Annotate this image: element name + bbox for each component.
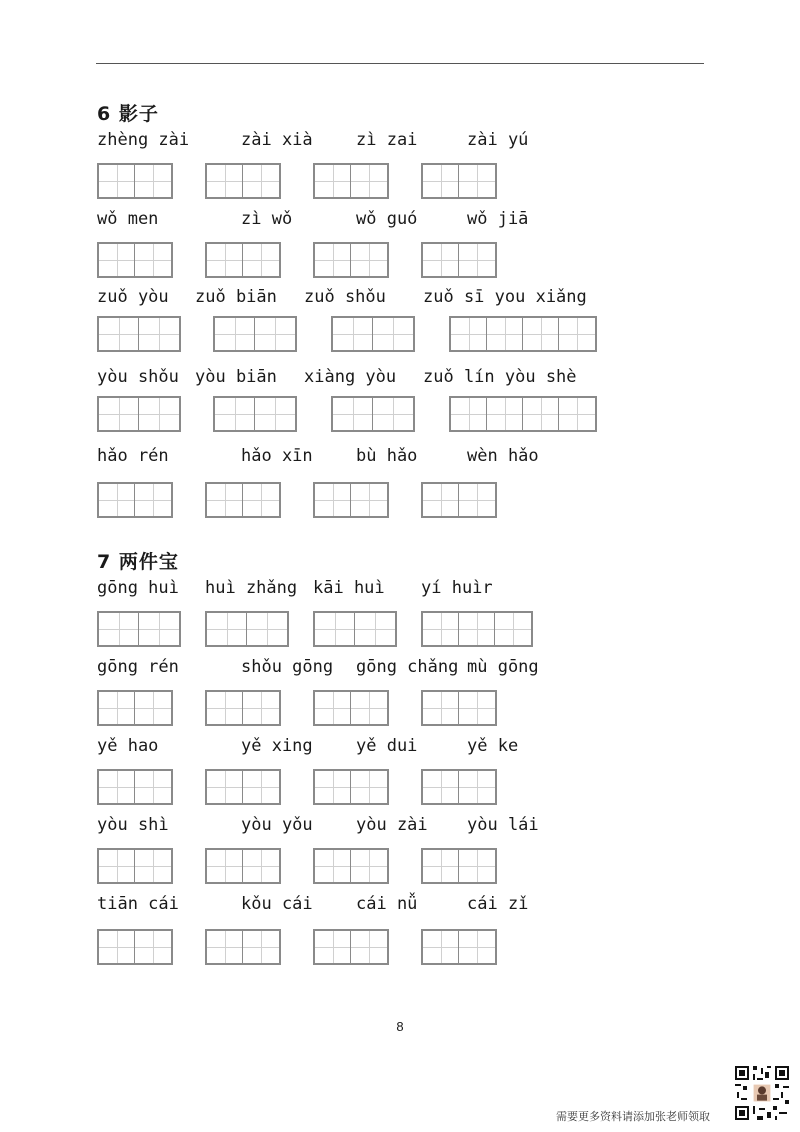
tian-zi-ge-cell[interactable] — [207, 484, 243, 516]
tian-zi-ge-cell[interactable] — [351, 771, 387, 803]
pinyin-label: cái zǐ — [467, 894, 529, 914]
tian-zi-ge-cell[interactable] — [423, 771, 459, 803]
pinyin-label: hǎo rén — [97, 446, 169, 466]
writing-grid[interactable] — [313, 163, 389, 199]
tian-zi-ge-cell[interactable] — [423, 165, 459, 197]
pinyin-label: gōng rén — [97, 657, 179, 677]
writing-grid[interactable] — [205, 929, 281, 965]
tian-zi-ge-cell[interactable] — [243, 244, 279, 276]
tian-zi-ge-cell[interactable] — [351, 244, 387, 276]
tian-zi-ge-cell[interactable] — [423, 850, 459, 882]
pinyin-label: tiān cái — [97, 894, 179, 914]
pinyin-label: gōng huì — [97, 578, 179, 598]
tian-zi-ge-cell[interactable] — [207, 771, 243, 803]
writing-grid[interactable] — [421, 929, 497, 965]
pinyin-label: yòu lái — [467, 815, 539, 835]
tian-zi-ge-cell[interactable] — [423, 692, 459, 724]
tian-zi-ge-cell[interactable] — [207, 244, 243, 276]
tian-zi-ge-cell[interactable] — [315, 613, 355, 645]
tian-zi-ge-cell[interactable] — [459, 931, 495, 963]
writing-grid[interactable] — [97, 482, 173, 518]
writing-grid[interactable] — [205, 769, 281, 805]
tian-zi-ge-cell[interactable] — [351, 484, 387, 516]
tian-zi-ge-cell[interactable] — [135, 850, 171, 882]
writing-grid[interactable] — [97, 316, 181, 352]
tian-zi-ge-cell[interactable] — [99, 771, 135, 803]
tian-zi-ge-cell[interactable] — [351, 931, 387, 963]
tian-zi-ge-cell[interactable] — [207, 613, 247, 645]
pinyin-label: yòu yǒu — [241, 815, 313, 835]
tian-zi-ge-cell[interactable] — [99, 165, 135, 197]
tian-zi-ge-cell[interactable] — [487, 318, 523, 350]
tian-zi-ge-cell[interactable] — [423, 931, 459, 963]
tian-zi-ge-cell[interactable] — [451, 398, 487, 430]
writing-grid[interactable] — [97, 929, 173, 965]
pinyin-label: zài yú — [467, 130, 529, 150]
writing-grid[interactable] — [421, 769, 497, 805]
tian-zi-ge-cell[interactable] — [523, 398, 559, 430]
tian-zi-ge-cell[interactable] — [243, 165, 279, 197]
tian-zi-ge-cell[interactable] — [255, 318, 295, 350]
writing-grid[interactable] — [421, 611, 533, 647]
pinyin-label: zuǒ yòu — [97, 287, 169, 307]
tian-zi-ge-cell[interactable] — [355, 613, 395, 645]
tian-zi-ge-cell[interactable] — [243, 771, 279, 803]
tian-zi-ge-cell[interactable] — [373, 398, 413, 430]
pinyin-label: xiàng yòu — [304, 367, 397, 387]
pinyin-label: yòu biān — [195, 367, 277, 387]
tian-zi-ge-cell[interactable] — [487, 398, 523, 430]
tian-zi-ge-cell[interactable] — [135, 484, 171, 516]
pinyin-label: kǒu cái — [241, 894, 313, 914]
tian-zi-ge-cell[interactable] — [315, 244, 351, 276]
writing-grid[interactable] — [205, 163, 281, 199]
tian-zi-ge-cell[interactable] — [373, 318, 413, 350]
tian-zi-ge-cell[interactable] — [99, 484, 135, 516]
tian-zi-ge-cell[interactable] — [243, 850, 279, 882]
writing-grid[interactable] — [97, 848, 173, 884]
pinyin-label: zuǒ sī you xiǎng — [423, 287, 587, 307]
writing-grid[interactable] — [421, 690, 497, 726]
tian-zi-ge-cell[interactable] — [139, 613, 179, 645]
tian-zi-ge-cell[interactable] — [207, 165, 243, 197]
writing-grid[interactable] — [205, 611, 289, 647]
tian-zi-ge-cell[interactable] — [315, 692, 351, 724]
pinyin-label: wèn hǎo — [467, 446, 539, 466]
tian-zi-ge-cell[interactable] — [99, 318, 139, 350]
writing-grid[interactable] — [331, 396, 415, 432]
writing-grid[interactable] — [313, 242, 389, 278]
section-title: 6 影子 — [97, 103, 159, 125]
writing-grid[interactable] — [97, 242, 173, 278]
pinyin-label: zhèng zài — [97, 130, 190, 150]
writing-grid[interactable] — [313, 482, 389, 518]
tian-zi-ge-cell[interactable] — [99, 850, 135, 882]
pinyin-label: yě dui — [356, 736, 418, 756]
pinyin-label: yě hao — [97, 736, 159, 756]
writing-grid[interactable] — [421, 848, 497, 884]
tian-zi-ge-cell[interactable] — [99, 398, 139, 430]
tian-zi-ge-cell[interactable] — [351, 692, 387, 724]
tian-zi-ge-cell[interactable] — [315, 771, 351, 803]
pinyin-label: huì zhǎng — [205, 578, 298, 598]
tian-zi-ge-cell[interactable] — [423, 613, 459, 645]
writing-grid[interactable] — [449, 396, 597, 432]
tian-zi-ge-cell[interactable] — [135, 692, 171, 724]
pinyin-label: yòu zài — [356, 815, 428, 835]
pinyin-label: wǒ jiā — [467, 209, 529, 229]
tian-zi-ge-cell[interactable] — [423, 244, 459, 276]
pinyin-label: mù gōng — [467, 657, 539, 677]
writing-grid[interactable] — [421, 482, 497, 518]
writing-grid[interactable] — [313, 611, 397, 647]
pinyin-label: yě xing — [241, 736, 313, 756]
tian-zi-ge-cell[interactable] — [559, 318, 595, 350]
tian-zi-ge-cell[interactable] — [135, 931, 171, 963]
tian-zi-ge-cell[interactable] — [215, 318, 255, 350]
tian-zi-ge-cell[interactable] — [459, 244, 495, 276]
tian-zi-ge-cell[interactable] — [99, 244, 135, 276]
writing-grid[interactable] — [97, 769, 173, 805]
writing-grid[interactable] — [421, 163, 497, 199]
writing-grid[interactable] — [449, 316, 597, 352]
pinyin-label: yí huìr — [421, 578, 493, 598]
tian-zi-ge-cell[interactable] — [243, 692, 279, 724]
tian-zi-ge-cell[interactable] — [207, 850, 243, 882]
tian-zi-ge-cell[interactable] — [135, 165, 171, 197]
tian-zi-ge-cell[interactable] — [459, 692, 495, 724]
tian-zi-ge-cell[interactable] — [139, 318, 179, 350]
pinyin-label: zì zai — [356, 130, 418, 150]
pinyin-label: yòu shǒu — [97, 367, 179, 387]
qr-code-icon — [733, 1064, 791, 1122]
tian-zi-ge-cell[interactable] — [451, 318, 487, 350]
writing-grid[interactable] — [313, 690, 389, 726]
tian-zi-ge-cell[interactable] — [243, 931, 279, 963]
tian-zi-ge-cell[interactable] — [243, 484, 279, 516]
tian-zi-ge-cell[interactable] — [459, 771, 495, 803]
pinyin-label: zuǒ shǒu — [304, 287, 386, 307]
tian-zi-ge-cell[interactable] — [495, 613, 531, 645]
pinyin-label: kāi huì — [313, 578, 385, 598]
writing-grid[interactable] — [97, 396, 181, 432]
pinyin-label: yě ke — [467, 736, 519, 756]
pinyin-label: zuǒ biān — [195, 287, 277, 307]
writing-grid[interactable] — [331, 316, 415, 352]
tian-zi-ge-cell[interactable] — [459, 165, 495, 197]
pinyin-label: zì wǒ — [241, 209, 293, 229]
tian-zi-ge-cell[interactable] — [459, 613, 495, 645]
writing-grid[interactable] — [97, 163, 173, 199]
writing-grid[interactable] — [313, 769, 389, 805]
writing-grid[interactable] — [205, 242, 281, 278]
tian-zi-ge-cell[interactable] — [135, 771, 171, 803]
tian-zi-ge-cell[interactable] — [215, 398, 255, 430]
tian-zi-ge-cell[interactable] — [135, 244, 171, 276]
pinyin-label: shǒu gōng — [241, 657, 334, 677]
tian-zi-ge-cell[interactable] — [139, 398, 179, 430]
tian-zi-ge-cell[interactable] — [315, 931, 351, 963]
header-rule — [96, 63, 704, 64]
footer-note: 需要更多资料请添加张老师领取 — [556, 1110, 710, 1123]
writing-grid[interactable] — [205, 690, 281, 726]
tian-zi-ge-cell[interactable] — [423, 484, 459, 516]
pinyin-label: bù hǎo — [356, 446, 418, 466]
tian-zi-ge-cell[interactable] — [559, 398, 595, 430]
writing-grid[interactable] — [213, 396, 297, 432]
writing-grid[interactable] — [97, 611, 181, 647]
pinyin-label: zuǒ lín yòu shè — [423, 367, 577, 387]
writing-grid[interactable] — [97, 690, 173, 726]
pinyin-label: wǒ men — [97, 209, 159, 229]
tian-zi-ge-cell[interactable] — [99, 692, 135, 724]
writing-grid[interactable] — [313, 848, 389, 884]
writing-grid[interactable] — [213, 316, 297, 352]
writing-grid[interactable] — [313, 929, 389, 965]
tian-zi-ge-cell[interactable] — [315, 850, 351, 882]
pinyin-label: wǒ guó — [356, 209, 418, 229]
tian-zi-ge-cell[interactable] — [247, 613, 287, 645]
section-title: 7 两件宝 — [97, 551, 179, 573]
pinyin-label: gōng chǎng — [356, 657, 459, 677]
tian-zi-ge-cell[interactable] — [459, 850, 495, 882]
tian-zi-ge-cell[interactable] — [99, 931, 135, 963]
tian-zi-ge-cell[interactable] — [207, 931, 243, 963]
page-number: 8 — [396, 1019, 404, 1034]
pinyin-label: zài xià — [241, 130, 313, 150]
writing-grid[interactable] — [205, 848, 281, 884]
pinyin-label: hǎo xīn — [241, 446, 313, 466]
tian-zi-ge-cell[interactable] — [523, 318, 559, 350]
tian-zi-ge-cell[interactable] — [315, 484, 351, 516]
tian-zi-ge-cell[interactable] — [207, 692, 243, 724]
pinyin-label: yòu shì — [97, 815, 169, 835]
tian-zi-ge-cell[interactable] — [255, 398, 295, 430]
writing-grid[interactable] — [205, 482, 281, 518]
tian-zi-ge-cell[interactable] — [333, 398, 373, 430]
pinyin-label: cái nǚ — [356, 894, 418, 914]
tian-zi-ge-cell[interactable] — [351, 165, 387, 197]
tian-zi-ge-cell[interactable] — [99, 613, 139, 645]
writing-grid[interactable] — [421, 242, 497, 278]
tian-zi-ge-cell[interactable] — [351, 850, 387, 882]
tian-zi-ge-cell[interactable] — [459, 484, 495, 516]
tian-zi-ge-cell[interactable] — [315, 165, 351, 197]
tian-zi-ge-cell[interactable] — [333, 318, 373, 350]
